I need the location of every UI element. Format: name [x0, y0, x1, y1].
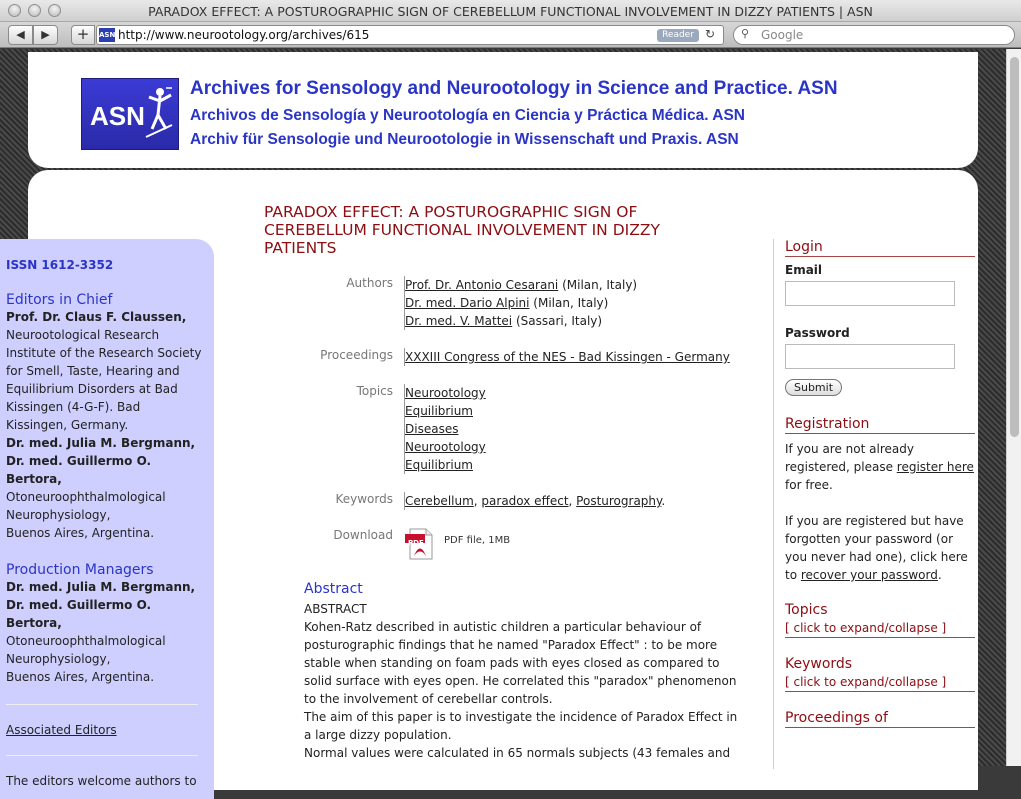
topic-link[interactable]: Neurootology [405, 386, 486, 400]
sidebar-divider [6, 755, 198, 756]
editors-in-chief-heading: Editors in Chief [6, 292, 113, 308]
abstract-text [304, 600, 744, 762]
forward-button[interactable]: ▶ [33, 25, 58, 45]
search-input[interactable] [733, 25, 1015, 45]
pdf-file-icon[interactable] [404, 528, 436, 560]
abstract-line: The aim of this paper is to investigate the incidence of Paradox Effect in a large dizzy population. [304, 710, 738, 742]
keyword-link[interactable]: Cerebellum [405, 494, 474, 508]
keyword-separator: , [568, 494, 577, 508]
authors-list [404, 276, 637, 330]
recover-copy: . [937, 568, 942, 582]
topic-link[interactable]: Equilibrium [405, 404, 473, 418]
header-title-spanish: Archivos de Sensología y Neurootología en Ciencia y Práctica Médica. ASN [190, 107, 746, 124]
abstract-line: Normal values were calculated in 65 normals subjects (43 females and [304, 746, 731, 760]
issn-label: ISSN 1612-3352 [6, 258, 114, 272]
header-title-german: Archiv für Sensologie und Neurootologie in Wissenschaft und Praxis. ASN [190, 131, 739, 148]
balance-figure-icon [144, 85, 174, 145]
submit-button[interactable]: Submit [785, 379, 842, 396]
author-place: (Milan, Italy) [558, 278, 638, 292]
topics-heading: Topics [785, 602, 828, 618]
download-item[interactable] [404, 528, 511, 562]
password-field[interactable] [785, 344, 955, 369]
topics-list [404, 384, 486, 474]
topic-link[interactable]: Neurootology [405, 440, 486, 454]
register-here-link[interactable]: register here [896, 460, 974, 474]
vertical-scrollbar[interactable] [1006, 49, 1021, 766]
proceedings-heading: Proceedings of [785, 710, 975, 728]
back-button[interactable]: ◀ [8, 25, 33, 45]
header-title-english: Archives for Sensology and Neurootology in Science and Practice. ASN [190, 78, 838, 99]
editor-affiliation: Neurootological Research Institute of the Research Society for Smell, Taste, Hearing and Equilibrium Disorders at Bad Kissingen (4-G-F). Bad Kissingen, Germany. [6, 328, 202, 432]
window-titlebar [0, 0, 1021, 22]
logo-text: ASN [90, 101, 145, 131]
production-managers-text [6, 578, 202, 686]
scrollbar-thumb[interactable] [1010, 57, 1019, 437]
reader-button[interactable]: Reader [657, 29, 699, 42]
editors-welcome-note: The editors welcome authors to [6, 774, 197, 788]
add-bookmark-button[interactable]: + [71, 25, 95, 45]
keyword-separator: , [473, 494, 482, 508]
right-sidebar [773, 239, 977, 769]
keywords-heading: Keywords [785, 656, 853, 672]
abstract-line: Kohen-Ratz described in autistic children a particular behaviour of posturographic findings that he named "Paradox Effect" : to be more stable when standing on foam pads with eyes closed as compared to solid surface with eyes open. He correlated this "paradox" phenomenon to the involvement of cerebellar controls. [304, 620, 737, 706]
recover-password-link[interactable]: recover your password [800, 568, 938, 582]
abstract-line: ABSTRACT [304, 602, 367, 616]
login-heading: Login [785, 239, 975, 257]
pdf-file-size: PDF file, 1MB [444, 535, 511, 546]
author-link[interactable]: Prof. Dr. Antonio Cesarani [405, 278, 559, 292]
comma: , [181, 310, 187, 324]
site-header [28, 52, 978, 168]
password-label: Password [785, 326, 850, 340]
asn-logo[interactable] [81, 78, 179, 150]
page-viewport [0, 49, 1006, 788]
topic-link[interactable]: Equilibrium [405, 458, 473, 472]
production-managers-heading: Production Managers [6, 562, 154, 578]
recover-copy: If you are registered but have forgotten your password (or you never had one), click here to [785, 514, 968, 582]
editors-in-chief-text [6, 308, 202, 542]
proceedings-link[interactable]: XXXIII Congress of the NES - Bad Kissingen - Germany [405, 350, 730, 364]
comma: , [190, 580, 196, 594]
recover-text [785, 512, 975, 584]
comma: , [190, 436, 196, 450]
browser-toolbar [0, 22, 1021, 48]
left-sidebar [0, 239, 214, 799]
manager-affiliation: Otoneuroophthalmological Neurophysiology, [6, 634, 166, 666]
editor-affiliation: Buenos Aires, Argentina. [6, 526, 155, 540]
address-bar[interactable] [96, 25, 724, 45]
author-link[interactable]: Dr. med. V. Mattei [405, 314, 513, 328]
keyword-link[interactable]: paradox effect [481, 494, 569, 508]
associated-editors-link[interactable]: Associated Editors [6, 723, 117, 737]
editor-name: Dr. med. Guillermo O. Bertora [6, 454, 152, 486]
author-link[interactable]: Dr. med. Dario Alpini [405, 296, 530, 310]
topics-toggle[interactable]: [ click to expand/collapse ] [785, 621, 975, 638]
proceedings-label: Proceedings [320, 348, 393, 362]
editor-name: Prof. Dr. Claus F. Claussen [6, 310, 182, 324]
pdf-badge: PDF [408, 539, 424, 547]
search-placeholder: Google [761, 28, 804, 42]
registration-copy: If you are not already registered, please [785, 442, 914, 474]
registration-copy: for free. [785, 478, 833, 492]
site-favicon-icon: ASN [99, 28, 115, 42]
keyword-end: . [661, 494, 666, 508]
editor-name: Dr. med. Julia M. Bergmann [6, 436, 191, 450]
proceedings-list [404, 348, 730, 366]
article-title: PARADOX EFFECT: A POSTUROGRAPHIC SIGN OF CEREBELLUM FUNCTIONAL INVOLVEMENT IN DIZZY PATIENTS [264, 203, 660, 257]
comma: , [57, 616, 62, 630]
editor-affiliation: Otoneuroophthalmological Neurophysiology, [6, 490, 166, 522]
manager-name: Dr. med. Julia M. Bergmann [6, 580, 191, 594]
authors-label: Authors [346, 276, 393, 290]
keywords-list [404, 492, 665, 510]
author-place: (Milan, Italy) [529, 296, 609, 310]
email-label: Email [785, 263, 823, 277]
topics-label: Topics [356, 384, 393, 398]
keywords-label: Keywords [335, 492, 393, 506]
window-title: PARADOX EFFECT: A POSTUROGRAPHIC SIGN OF CEREBELLUM FUNCTIONAL INVOLVEMENT IN DIZZY PATIENTS | ASN [148, 4, 873, 19]
keyword-link[interactable]: Posturography [576, 494, 662, 508]
keywords-toggle[interactable]: [ click to expand/collapse ] [785, 675, 975, 692]
reload-icon[interactable]: ↻ [705, 27, 716, 41]
sidebar-divider [6, 704, 198, 705]
email-field[interactable] [785, 281, 955, 306]
comma: , [57, 472, 62, 486]
search-icon: ⚲ [741, 27, 750, 40]
manager-name: Dr. med. Guillermo O. Bertora [6, 598, 152, 630]
author-place: (Sassari, Italy) [512, 314, 603, 328]
registration-heading: Registration [785, 416, 975, 434]
url-text[interactable]: http://www.neurootology.org/archives/615 [118, 28, 370, 42]
manager-affiliation: Buenos Aires, Argentina. [6, 670, 155, 684]
download-label: Download [333, 528, 393, 542]
abstract-heading: Abstract [304, 581, 363, 597]
registration-text [785, 440, 975, 494]
topic-link[interactable]: Diseases [405, 422, 459, 436]
